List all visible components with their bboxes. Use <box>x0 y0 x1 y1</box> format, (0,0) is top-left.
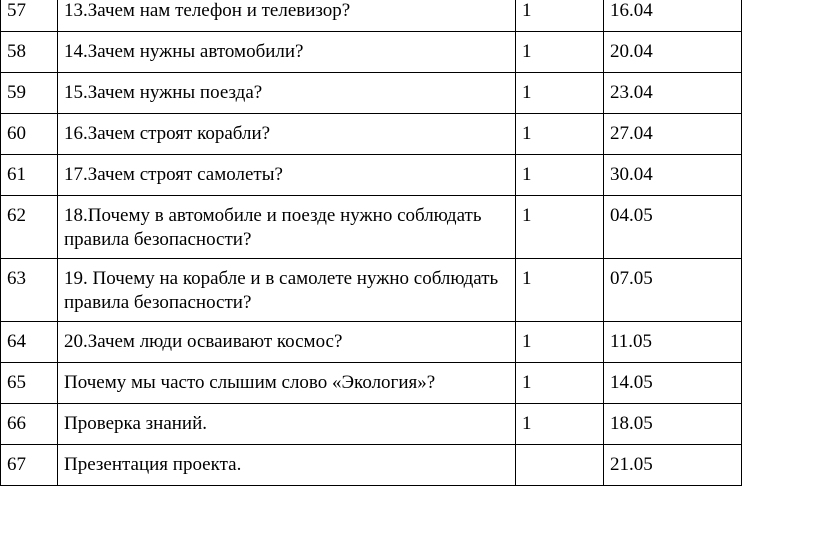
lesson-date: 07.05 <box>604 259 742 322</box>
lesson-date: 20.04 <box>604 32 742 73</box>
lesson-number: 67 <box>1 445 58 486</box>
lesson-number: 65 <box>1 363 58 404</box>
lesson-topic: 17.Зачем строят самолеты? <box>58 155 516 196</box>
lesson-number: 57 <box>1 0 58 32</box>
lesson-number: 59 <box>1 73 58 114</box>
lesson-number: 61 <box>1 155 58 196</box>
table-row <box>1 196 742 259</box>
table-row <box>1 32 742 73</box>
lesson-hours: 1 <box>516 155 604 196</box>
lesson-date: 23.04 <box>604 73 742 114</box>
lesson-date: 30.04 <box>604 155 742 196</box>
lesson-hours: 1 <box>516 363 604 404</box>
lesson-number: 62 <box>1 196 58 259</box>
table-row <box>1 404 742 445</box>
table-row <box>1 114 742 155</box>
lesson-date: 11.05 <box>604 322 742 363</box>
lesson-topic: 13.Зачем нам телефон и телевизор? <box>58 0 516 32</box>
table-row <box>1 363 742 404</box>
lesson-hours: 1 <box>516 259 604 322</box>
lesson-topic: Проверка знаний. <box>58 404 516 445</box>
lesson-hours: 1 <box>516 73 604 114</box>
table-row <box>1 0 742 32</box>
table-row <box>1 445 742 486</box>
table-row <box>1 259 742 322</box>
lesson-topic: 19. Почему на корабле и в самолете нужно соблюдать правила безопасности? <box>58 259 516 322</box>
lesson-number: 58 <box>1 32 58 73</box>
table-row <box>1 73 742 114</box>
lesson-date: 16.04 <box>604 0 742 32</box>
lesson-hours: 1 <box>516 322 604 363</box>
lesson-hours: 1 <box>516 196 604 259</box>
lesson-number: 66 <box>1 404 58 445</box>
lesson-topic: 16.Зачем строят корабли? <box>58 114 516 155</box>
lesson-hours: 1 <box>516 404 604 445</box>
lesson-date: 27.04 <box>604 114 742 155</box>
lesson-number: 60 <box>1 114 58 155</box>
lesson-date: 18.05 <box>604 404 742 445</box>
lesson-date: 14.05 <box>604 363 742 404</box>
lesson-hours: 1 <box>516 114 604 155</box>
lesson-hours <box>516 445 604 486</box>
lesson-topic: 15.Зачем нужны поезда? <box>58 73 516 114</box>
lesson-topic: 18.Почему в автомобиле и поезде нужно соблюдать правила безопасности? <box>58 196 516 259</box>
table-row <box>1 155 742 196</box>
lesson-topic: Почему мы часто слышим слово «Экология»? <box>58 363 516 404</box>
lesson-topic: 20.Зачем люди осваивают космос? <box>58 322 516 363</box>
lesson-number: 64 <box>1 322 58 363</box>
lesson-topic: 14.Зачем нужны автомобили? <box>58 32 516 73</box>
table-row <box>1 322 742 363</box>
lesson-hours: 1 <box>516 32 604 73</box>
lesson-topic: Презентация проекта. <box>58 445 516 486</box>
lesson-hours: 1 <box>516 0 604 32</box>
lesson-date: 04.05 <box>604 196 742 259</box>
lesson-number: 63 <box>1 259 58 322</box>
lesson-date: 21.05 <box>604 445 742 486</box>
